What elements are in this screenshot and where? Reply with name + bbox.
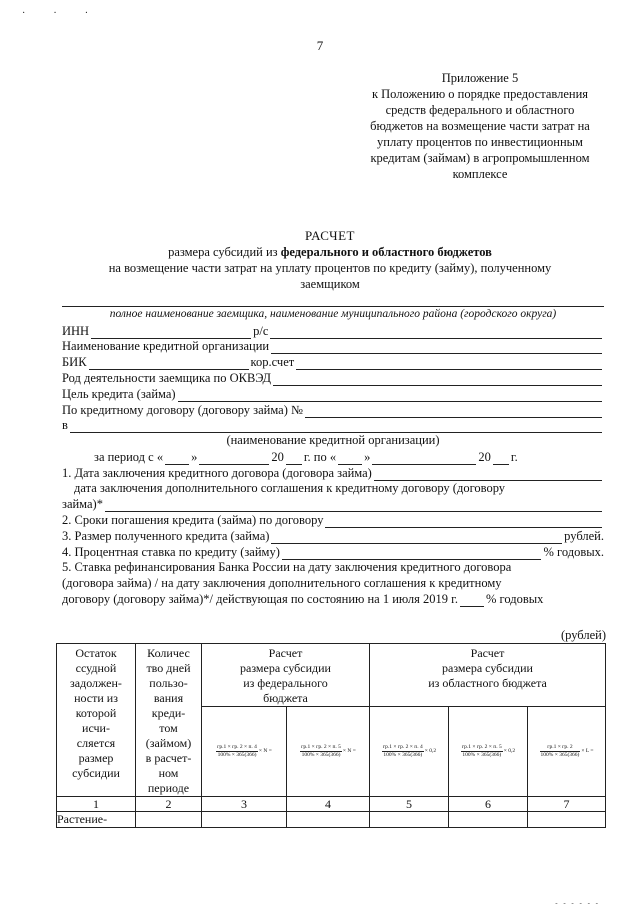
item4-label: 4. Процентная ставка по кредиту (займу) [62,544,280,559]
header-text: размер [78,751,114,765]
item1c-field[interactable] [105,500,602,512]
appendix-line: бюджетов на возмещение части затрат на [370,119,590,133]
column-number: 7 [528,797,606,812]
header-text: из федерального [243,676,328,690]
bik-label: БИК [62,355,87,370]
period-to-day[interactable] [338,453,362,465]
appendix-line: комплексе [452,167,508,181]
title-line-1-prefix: размера субсидий из [168,245,281,259]
formula-fraction [382,744,424,759]
bank-v-row [62,418,604,434]
table-cell[interactable] [136,812,202,828]
calculation-table [56,643,606,828]
item3-label: 3. Размер полученного кредита (займа) [62,528,270,543]
rs-label: р/с [253,323,269,338]
appendix-block [345,70,615,182]
formula-denominator: 100% × 365(366) [301,752,341,759]
inn-field[interactable] [91,327,251,339]
bik-field[interactable] [89,358,249,370]
item2-label: 2. Сроки погашения кредита (займа) по договору [62,513,324,528]
formula-denominator: 100% × 365(366) [462,752,502,759]
item4-suffix: % годовых. [543,544,604,559]
item1-label: 1. Дата заключения кредитного договора (договора займа) [62,465,372,480]
scan-mark: · [53,8,85,19]
inn-row [62,323,604,339]
footer-mark: - - - - - - [555,899,600,907]
item3-suffix: рублей. [564,528,604,543]
title-heading: РАСЧЕТ [305,228,355,243]
bank-name-row [62,339,604,355]
inn-label: ИНН [62,323,90,338]
formula-multiplier: × N = [342,748,356,755]
okved-field[interactable] [273,374,602,386]
period-to-label: г. по « [303,449,337,464]
header-text: том [159,721,178,735]
column-number: 1 [57,797,136,812]
formula-fraction [300,744,342,759]
item5-line-b: (договора займа) / на дату заключения дополнительного соглашения к кредитному [62,575,502,590]
formula-numerator: гр.1 × гр. 2 [540,744,581,752]
header-text: которой [75,706,117,720]
formula-cell [528,707,606,797]
bank-name-label: Наименование кредитной организации [62,339,270,354]
formula-numerator: гр.1 × гр. 2 × п. 5 [301,744,341,751]
table-cell[interactable] [528,812,606,828]
header-text: Остаток [75,646,117,660]
header-text: Количес [147,646,190,660]
appendix-line: уплату процентов по инвестиционным [377,135,583,149]
formula-numerator: гр.1 × гр. 2 × п. 5 [461,744,502,751]
item4-field[interactable] [282,548,542,560]
column-number: 4 [287,797,370,812]
column-number: 5 [370,797,449,812]
period-quote-1: » [191,449,198,464]
title-line-2: на возмещение части затрат на уплату процентов по кредиту (займу), полученному [108,261,552,275]
table-cell[interactable] [370,812,449,828]
header-federal [202,644,370,707]
bank-caption: (наименование кредитной организации) [226,433,440,448]
form-fields [62,294,604,607]
kor-schet-field[interactable] [296,358,602,370]
loan-purpose-label: Цель кредита (займа) [62,386,176,401]
formula-fraction [540,744,581,759]
bank-name-field[interactable] [271,342,602,354]
item2-row [62,512,604,528]
loan-agreement-row [62,402,604,418]
header-text: из областного бюджета [428,676,547,690]
header-text: Расчет [268,646,303,660]
formula-multiplier: × 0,2 [503,748,516,755]
header-text: периоде [147,781,190,795]
appendix-line: Приложение 5 [441,71,519,85]
period-g: г. [510,449,518,464]
loan-agreement-label: По кредитному договору (договору займа) № [62,402,303,417]
scan-mark: · [84,8,117,19]
rs-field[interactable] [270,327,602,339]
formula-cell [287,707,370,797]
header-text: вания [153,691,184,705]
period-to-year[interactable] [493,453,509,465]
formula-cell [370,707,449,797]
period-quote-2: » [364,449,371,464]
item5-suffix: % годовых [486,592,544,607]
formula-denominator: 100% × 365(366) [383,752,423,759]
title-line-1-bold: федерального и областного бюджетов [280,245,492,259]
okved-label: Род деятельности заемщика по ОКВЭД [62,370,272,385]
item5-line-a: 5. Ставка рефинансирования Банка России на дату заключения кредитного договора [62,559,512,574]
page-number: 7 [316,38,324,53]
column-number: 2 [136,797,202,812]
column-number: 6 [449,797,528,812]
formula-numerator: гр.1 × гр. 2 × п. 4 [217,744,257,751]
borrower-caption: полное наименование заемщика, наименование муниципального района (городского округа) [109,308,557,320]
period-to-month[interactable] [372,453,476,465]
table-cell[interactable] [449,812,528,828]
bank-v-field[interactable] [70,421,602,433]
borrower-name-line[interactable] [62,294,604,307]
header-text: субсидии [72,766,120,780]
header-text: задолжен- [70,676,122,690]
row-label-crop: Растение- [57,812,136,828]
formula-fraction [461,744,503,759]
header-regional [370,644,606,707]
item2-field[interactable] [325,516,602,528]
header-text: ном [158,766,179,780]
header-text: размера субсидии [442,661,533,675]
item1c-label: займа)* [62,497,103,512]
kor-schet-label: кор.счет [250,355,295,370]
item5-label: договору (договору займа)*/ действующая по состоянию на 1 июля 2019 г. [62,592,459,607]
appendix-line: кредитам (займам) в агропромышленном [370,151,590,165]
column-number: 3 [202,797,287,812]
table-cell[interactable] [202,812,287,828]
period-from-label: за период с « [94,449,164,464]
item4-row [62,544,604,560]
loan-purpose-field[interactable] [178,390,602,402]
okved-row [62,370,604,386]
period-row [62,449,604,465]
formula-numerator: гр.1 × гр. 2 × п. 4 [382,744,423,751]
header-text: креди- [151,706,186,720]
item3-row [62,528,604,544]
item5-row-c [62,591,604,607]
item1c-row [62,497,604,513]
appendix-line: средств федерального и областного [385,103,575,117]
period-year-1: 20 [271,449,284,464]
period-from-month[interactable] [199,453,269,465]
header-days-count [136,644,202,797]
formula-denominator: 100% × 365(366) [540,752,580,759]
header-text: ссудной [75,661,117,675]
loan-agreement-field[interactable] [305,406,602,418]
formula-denominator: 100% × 365(366) [217,752,257,759]
header-text: сляется [76,736,116,750]
document-title [40,228,620,292]
bik-row [62,354,604,370]
period-from-day[interactable] [165,453,189,465]
header-text: бюджета [263,691,308,705]
item5-field[interactable] [460,595,484,607]
period-from-year[interactable] [286,453,302,465]
currency-note: (рублей) [560,628,606,642]
title-line-3: заемщиком [300,277,360,291]
header-text: ности из [74,691,118,705]
header-text: (займом) [145,736,192,750]
header-text: пользо- [149,676,188,690]
scan-marks [22,6,116,21]
item1-field[interactable] [374,469,602,481]
appendix-line: к Положению о порядке предоставления [371,87,589,101]
item3-field[interactable] [271,532,562,544]
bank-v-label: в [62,418,68,433]
header-text: исчи- [82,721,110,735]
scan-mark: · [22,8,54,19]
item1b-line: дата заключения дополнительного соглашения к кредитному договору (договору [74,480,506,495]
formula-multiplier: × 0,2 [424,748,437,755]
header-text: тво дней [146,661,191,675]
table-cell[interactable] [287,812,370,828]
header-text: в расчет- [145,751,192,765]
formula-multiplier: × N = [258,748,272,755]
loan-purpose-row [62,386,604,402]
formula-cell [449,707,528,797]
title-line-1 [40,244,620,260]
formula-cell [202,707,287,797]
header-loan-balance [57,644,136,797]
header-text: Расчет [470,646,505,660]
formula-fraction [216,744,258,759]
formula-multiplier: × L = [581,748,594,755]
item1-row [62,465,604,481]
header-text: размера субсидии [240,661,331,675]
period-year-2: 20 [478,449,491,464]
